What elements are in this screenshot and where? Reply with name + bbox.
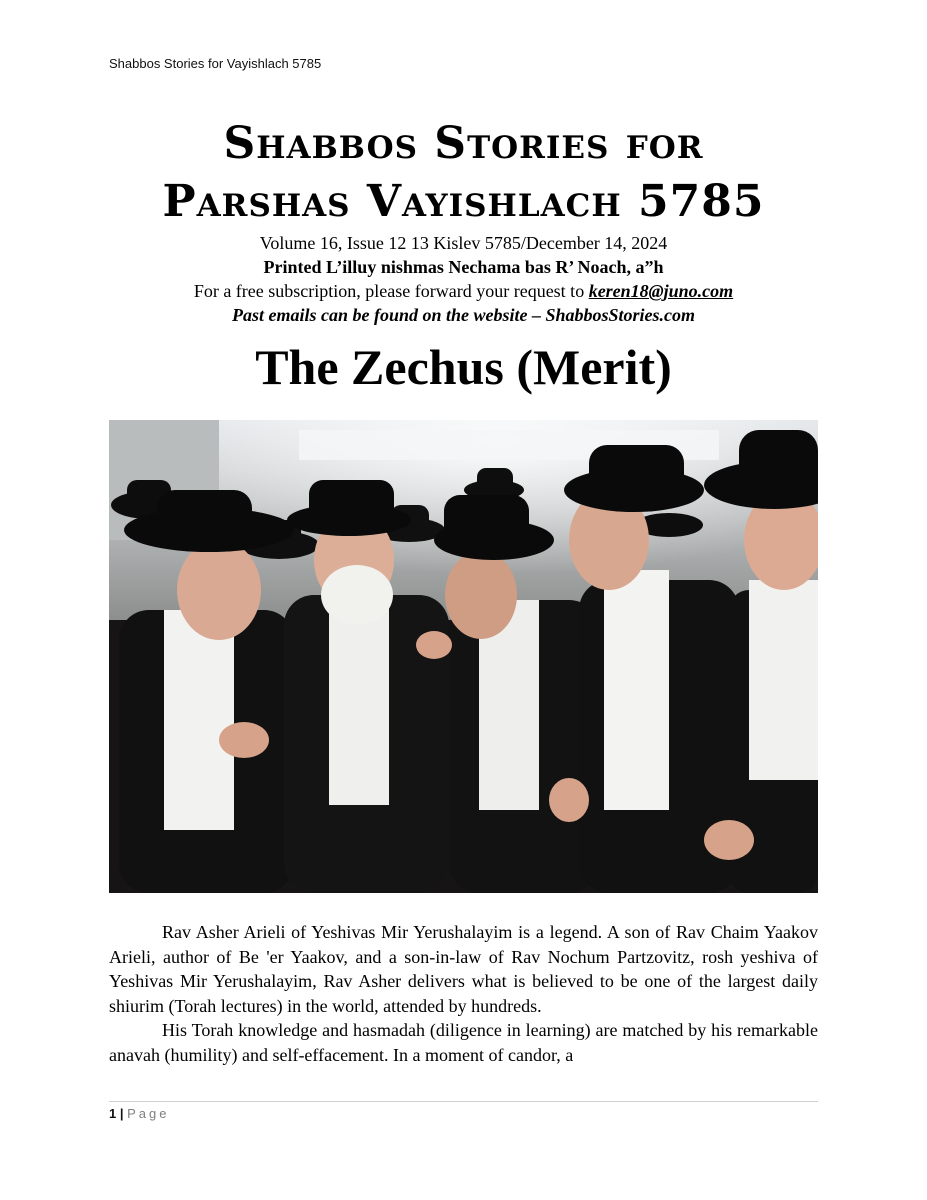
subscription-line: [0, 280, 927, 302]
page-word: Page: [127, 1106, 170, 1121]
masthead-title-line-1: Shabbos Stories for: [223, 118, 704, 169]
dedication: Printed L’illuy nishmas Nechama bas R’ Noach, a”h: [263, 257, 664, 277]
archive-note: Past emails can be found on the website – ShabbosStories.com: [231, 305, 696, 325]
footer-divider: [109, 1101, 818, 1102]
subscription-email-link[interactable]: keren18@juno.com: [588, 281, 734, 301]
page-footer: [109, 1106, 169, 1121]
story-photo: [109, 420, 818, 893]
issue-info: Volume 16, Issue 12 13 Kislev 5785/December 14, 2024: [259, 233, 668, 253]
story-paragraph: Rav Asher Arieli of Yeshivas Mir Yerushalayim is a legend. A son of Rav Chaim Yaakov Arieli, author of Be 'er Yaakov, and a son-in-law of Rav Nochum Partzovitz, rosh yeshiva of Yeshivas Mir Yerushalayim, Rav Asher delivers what is believed to be one of the largest daily shiurim (Torah lectures) in the world, attended by hundreds.: [109, 922, 818, 1016]
subscription-text: For a free subscription, please forward your request to: [193, 281, 589, 301]
page-number: 1: [109, 1106, 117, 1121]
running-header: Shabbos Stories for Vayishlach 5785: [109, 56, 322, 71]
story-body: [109, 920, 818, 1067]
footer-separator: |: [116, 1106, 128, 1121]
masthead-title-line-2: Parshas Vayishlach 5785: [162, 176, 765, 227]
story-title: The Zechus (Merit): [255, 339, 672, 395]
story-paragraph: His Torah knowledge and hasmadah (diligence in learning) are matched by his remarkable anavah (humility) and self-effacement. In a moment of candor, a: [109, 1020, 818, 1065]
